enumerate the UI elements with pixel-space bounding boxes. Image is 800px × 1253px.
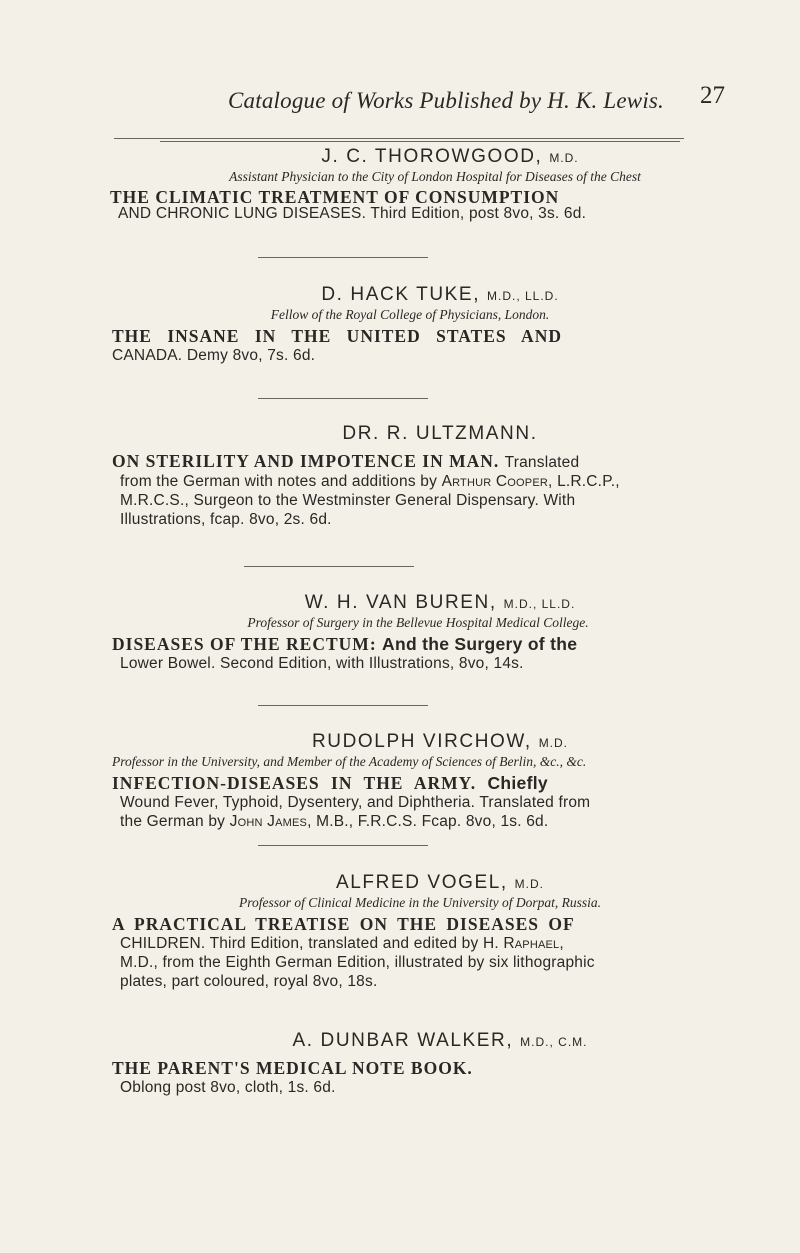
author-name: ALFRED VOGEL, M.D.	[335, 872, 545, 893]
book-details: Lower Bowel. Second Edition, with Illustrations, 8vo, 14s.	[120, 655, 524, 672]
entry-virchow	[112, 731, 750, 831]
author-affiliation: Professor of Surgery in the Bellevue Hospital Medical College.	[247, 615, 589, 630]
translator-name: Arthur Cooper,	[441, 473, 553, 490]
book-details: AND CHRONIC LUNG DISEASES. Third Edition, post 8vo, 3s. 6d.	[118, 205, 587, 222]
book-title: THE INSANE IN THE UNITED STATES AND	[112, 326, 562, 346]
header-rule	[114, 138, 684, 139]
entry-divider	[258, 398, 428, 399]
author-affiliation: Assistant Physician to the City of London Hospital for Diseases of the Chest	[229, 169, 641, 184]
entry-van-buren	[112, 592, 750, 673]
book-details: CANADA. Demy 8vo, 7s. 6d.	[112, 347, 316, 364]
entry-divider	[244, 566, 414, 567]
author-affiliation: Professor in the University, and Member of the Academy of Sciences of Berlin, &c., &c.	[112, 754, 587, 769]
author-name: RUDOLPH VIRCHOW, M.D.	[311, 731, 569, 752]
book-details: from the German with notes and additions by Arthur Cooper, L.R.C.P., M.R.C.S., Surgeon to the Westminster General Dispensary. With Illustrations, fcap. 8vo, 2s. 6d.	[120, 473, 620, 528]
entry-tuke	[112, 284, 750, 365]
author-affiliation: Fellow of the Royal College of Physicians, London.	[270, 307, 550, 322]
author-name: J. C. THOROWGOOD, M.D.	[321, 146, 579, 167]
book-title: INFECTION-DISEASES IN THE ARMY. Chiefly	[112, 773, 548, 793]
book-details: Oblong post 8vo, cloth, 1s. 6d.	[120, 1079, 336, 1096]
book-title: THE CLIMATIC TREATMENT OF CONSUMPTION	[110, 187, 560, 207]
entry-vogel	[112, 872, 750, 991]
entry-divider	[258, 845, 428, 846]
editor-name: Raphael,	[503, 935, 564, 952]
translator-name: John James,	[229, 813, 312, 830]
author-affiliation: Professor of Clinical Medicine in the University of Dorpat, Russia.	[238, 895, 602, 910]
entry-thorowgood	[110, 146, 750, 223]
entry-divider	[258, 705, 428, 706]
entry-divider	[258, 257, 428, 258]
author-name: DR. R. ULTZMANN.	[342, 423, 538, 444]
page-number: 27	[700, 82, 725, 109]
author-name: D. HACK TUKE, M.D., LL.D.	[321, 284, 559, 305]
book-details: CHILDREN. Third Edition, translated and edited by H. Raphael, M.D., from the Eighth German Edition, illustrated by six lithographic plates, part coloured, royal 8vo, 18s.	[120, 935, 595, 990]
book-details: Wound Fever, Typhoid, Dysentery, and Diphtheria. Translated from the German by John James, M.B., F.R.C.S. Fcap. 8vo, 1s. 6d.	[120, 794, 591, 830]
author-name: A. DUNBAR WALKER, M.D., C.M.	[292, 1030, 588, 1051]
book-title: ON STERILITY AND IMPOTENCE IN MAN. Translated	[112, 451, 580, 471]
book-title: A PRACTICAL TREATISE ON THE DISEASES OF	[112, 914, 575, 934]
book-title: DISEASES OF THE RECTUM: And the Surgery of the	[112, 634, 578, 654]
author-name: W. H. VAN BUREN, M.D., LL.D.	[304, 592, 576, 613]
entry-ultzmann	[112, 423, 750, 529]
entry-walker	[112, 1030, 750, 1097]
book-title: THE PARENT'S MEDICAL NOTE BOOK.	[112, 1058, 473, 1078]
running-head: Catalogue of Works Published by H. K. Lewis.	[228, 88, 665, 113]
header-rule-second	[160, 141, 680, 142]
